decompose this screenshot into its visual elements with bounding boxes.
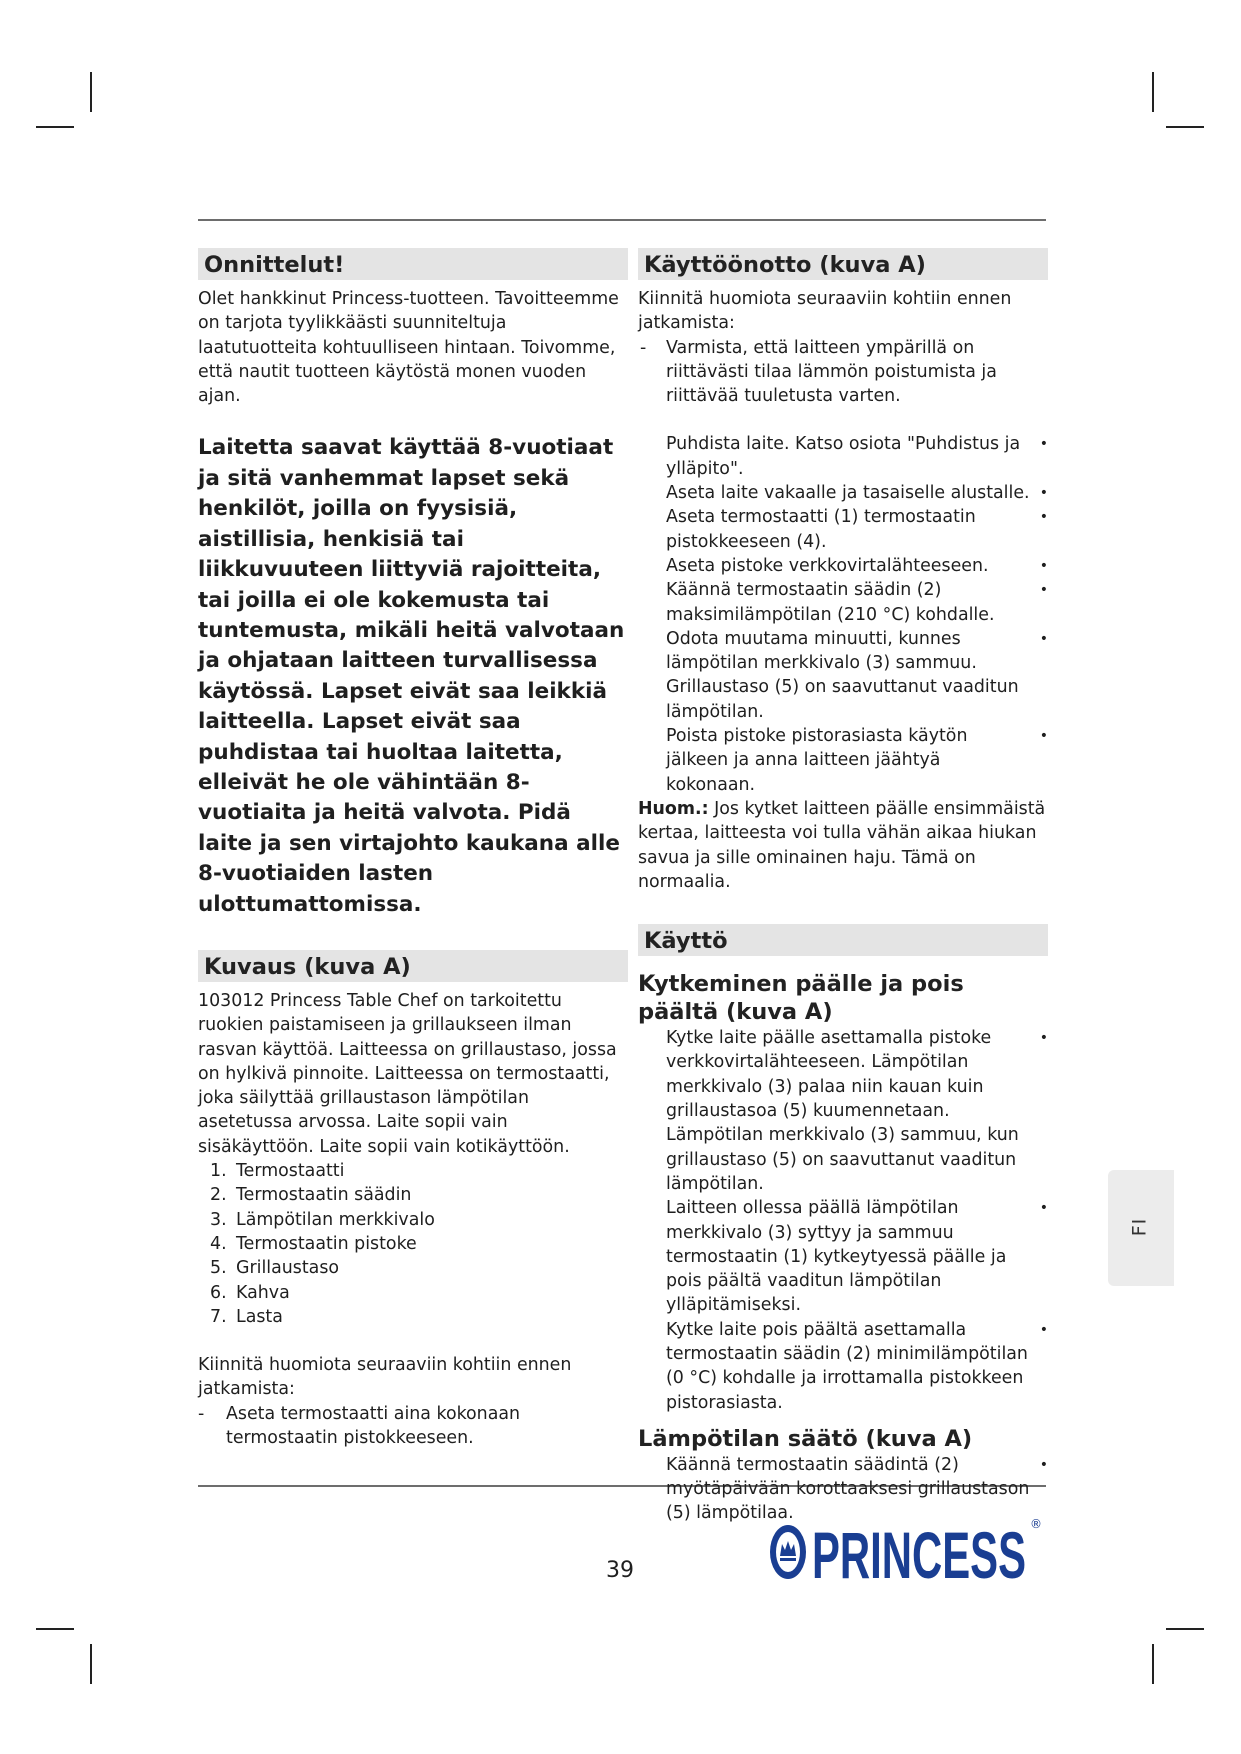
onoff-heading: Kytkeminen päälle ja pois päältä (kuva A) <box>638 971 964 1026</box>
safety-warning: Laitetta saavat käyttää 8-vuotiaat ja sitä vanhemmat lapset sekä henkilöt, joilla on fyysisiä, aistillisia, henkisiä tai liikkuvuuteen liittyviä rajoitteita, tai joilla ei ole kokemusta tai tuntemusta, mikäli heitä valvotaan ja ohjataan laitteen turvallisessa käytössä. Lapset eivät saa leikkiä laitteella. Lapset eivät saa puhdistaa tai huoltaa laitetta, elleivät he ole vähintään 8-vuotiaita ja heitä valvota. Pidä laite ja sen virtajohto kaukana alle 8-vuotiaiden lasten ulottumattomissa. <box>198 435 625 917</box>
language-tab <box>1108 1170 1174 1286</box>
crop-mark <box>1166 126 1204 128</box>
crop-mark <box>36 1628 74 1630</box>
note-intro: Kiinnitä huomiota seuraaviin kohtiin ennen jatkamista: <box>198 1355 572 1400</box>
use-heading: Käyttö <box>638 924 1048 956</box>
crop-mark <box>36 126 74 128</box>
language-code: FI <box>1128 1217 1151 1237</box>
bullet-icon: • <box>1039 1030 1048 1047</box>
list-item: 7. Lasta <box>210 1306 283 1327</box>
congrats-heading: Onnittelut! <box>198 248 628 280</box>
list-item: Odota muutama minuutti, kunnes lämpötilan merkkivalo (3) sammuu. Grillaustaso (5) on saavuttanut vaaditun lämpötilan. • <box>666 628 1048 722</box>
bullet-icon: • <box>1039 728 1048 745</box>
crop-mark <box>90 72 92 112</box>
dash-marker: - <box>198 1403 205 1424</box>
crown-emblem-icon <box>770 1525 806 1579</box>
right-column <box>638 248 1048 1526</box>
list-item: Laitteen ollessa päällä lämpötilan merkkivalo (3) syttyy ja sammuu termostaatin (1) kytkeytyessä päälle ja pois päältä vaaditun lämpötilan ylläpitämiseksi. • <box>666 1198 1048 1316</box>
list-item: Aseta pistoke verkkovirtalähteeseen. • <box>638 554 1048 578</box>
list-item: Kytke laite pois päältä asettamalla termostaatin säädin (2) minimilämpötilan (0 °C) kohdalle ja irrottamalla pistokkeen pistorasiasta. • <box>666 1319 1048 1413</box>
note-paragraph <box>638 797 1048 894</box>
princess-logo <box>766 1512 1050 1586</box>
bullet-icon: • <box>1039 1321 1048 1338</box>
crop-mark <box>1166 1628 1204 1630</box>
list-item: Puhdista laite. Katso osiota "Puhdistus ja ylläpito". • <box>666 434 1048 479</box>
list-item: 4. Termostaatin pistoke <box>210 1233 417 1254</box>
parts-list <box>198 1159 628 1329</box>
congrats-text: Olet hankkinut Princess-tuotteen. Tavoitteemme on tarjota tyylikkäästi suunniteltuja laatutuotteita kohtuulliseen hintaan. Toivomme, että nautit tuotteen käytöstä monen vuoden ajan. <box>198 289 619 407</box>
bullet-icon: • <box>1039 1456 1048 1473</box>
bullet-icon: • <box>1039 509 1048 526</box>
crop-mark <box>1152 1644 1154 1684</box>
description-heading: Kuvaus (kuva A) <box>198 950 628 982</box>
bullet-icon: • <box>1039 485 1048 502</box>
start-intro: Kiinnitä huomiota seuraaviin kohtiin ennen jatkamista: <box>638 289 1012 334</box>
registered-mark: ® <box>1030 1517 1042 1531</box>
bullet-icon: • <box>1039 1200 1048 1217</box>
top-rule <box>198 219 1046 221</box>
crop-mark <box>1152 72 1154 112</box>
list-item: 1. Termostaatti <box>210 1161 345 1182</box>
page-number: 39 <box>606 1558 634 1583</box>
note-text: Jos kytket laitteen päälle ensimmäistä kertaa, laitteesta voi tulla vähän aikaa hiukan savua ja sille ominainen haju. Tämä on normaalia. <box>638 798 1046 892</box>
list-item: 2. Termostaatin säädin <box>210 1185 412 1206</box>
list-item: Poista pistoke pistorasiasta käytön jälkeen ja anna laitteen jäähtyä kokonaan. • <box>666 726 1048 795</box>
note-item: - Aseta termostaatti aina kokonaan termostaatin pistokkeeseen. <box>198 1403 521 1449</box>
left-column <box>198 248 628 1450</box>
crop-mark <box>90 1644 92 1684</box>
list-item: 6. Kahva <box>210 1282 290 1303</box>
bullet-icon: • <box>1039 582 1048 599</box>
list-item: Käännä termostaatin säädintä (2) myötäpäivään korottaaksesi grillaustason (5) lämpötilaa. • <box>666 1454 1048 1524</box>
start-dash-item: - Varmista, että laitteen ympärillä on riittävästi tilaa lämmön poistumista ja riittävää tuuletusta varten. <box>640 337 997 407</box>
dash-marker: - <box>640 337 647 358</box>
start-heading: Käyttöönotto (kuva A) <box>638 248 1048 280</box>
list-item: 5. Grillaustaso <box>210 1258 340 1279</box>
list-item: Kytke laite päälle asettamalla pistoke verkkovirtalähteeseen. Lämpötilan merkkivalo (3) palaa niin kauan kuin grillaustasoa (5) kuumennetaan. Lämpötilan merkkivalo (3) sammuu, kun grillaustaso (5) on saavuttanut vaaditun lämpötilan. • <box>666 1028 1048 1194</box>
temp-heading: Lämpötilan säätö (kuva A) <box>638 1425 973 1452</box>
bullet-icon: • <box>1039 630 1048 647</box>
list-item: 3. Lämpötilan merkkivalo <box>210 1209 435 1230</box>
start-steps <box>638 432 1048 796</box>
list-item: Aseta laite vakaalle ja tasaiselle alustalle. • <box>638 481 1048 505</box>
logo-wordmark: PRINCESS <box>812 1518 1026 1586</box>
description-text: 103012 Princess Table Chef on tarkoitettu ruokien paistamiseen ja grillaukseen ilman rasvan käyttöä. Laitteessa on grillaustaso, jossa on hylkivä pinnoite. Laitteessa on termostaatti, joka säilyttää grillaustason lämpötilan asetetussa arvossa. Laite sopii vain sisäkäyttöön. Laite sopii vain kotikäyttöön. <box>198 990 617 1157</box>
list-item: Käännä termostaatin säädin (2) maksimilämpötilan (210 °C) kohdalle. • <box>666 580 1048 625</box>
bullet-icon: • <box>1039 557 1048 574</box>
note-label: Huom.: <box>638 798 709 819</box>
list-item: Aseta termostaatti (1) termostaatin pistokkeeseen (4). • <box>666 507 1048 552</box>
onoff-steps <box>638 1026 1048 1415</box>
bullet-icon: • <box>1039 436 1048 453</box>
